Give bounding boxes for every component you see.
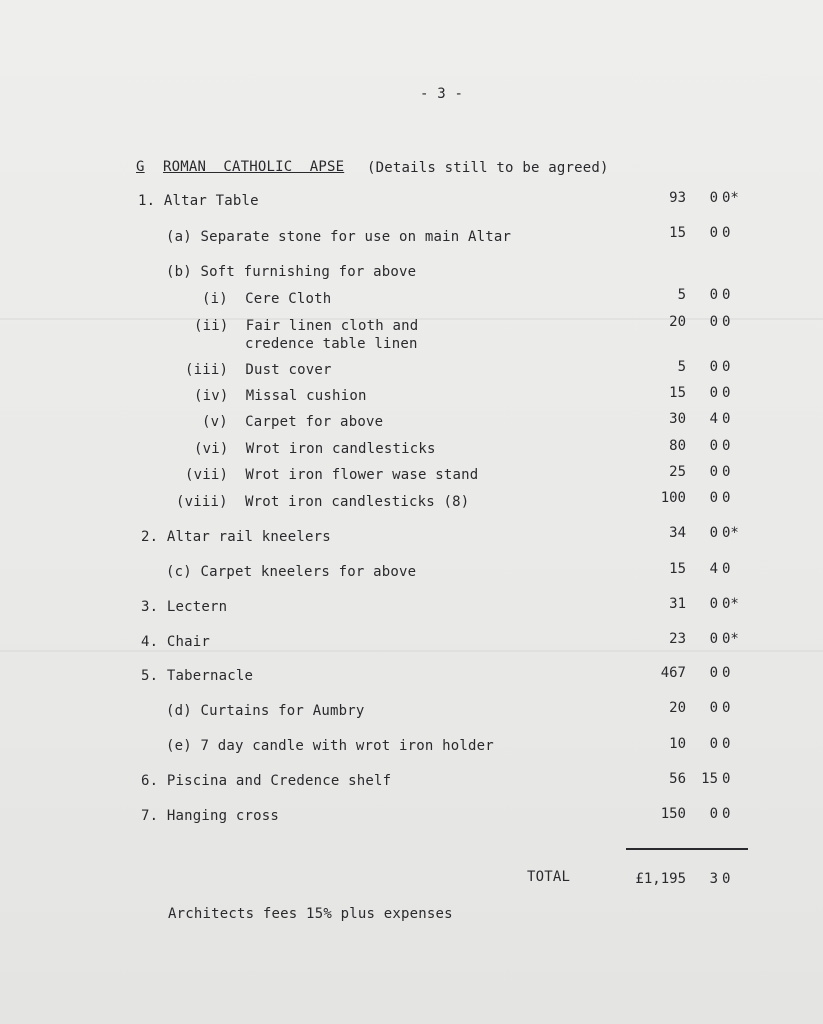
item-pence: 0 xyxy=(722,359,731,375)
item-pence: 0 xyxy=(722,771,731,787)
item-pounds: 467 xyxy=(660,665,686,681)
item-pounds: 31 xyxy=(669,596,686,612)
total-label: TOTAL xyxy=(527,869,571,885)
item-shillings: 0 xyxy=(709,464,718,480)
item-pounds: 100 xyxy=(660,490,686,506)
item-pounds: 23 xyxy=(669,631,686,647)
item-shillings: 0 xyxy=(709,314,718,330)
item-shillings: 0 xyxy=(709,806,718,822)
item-label: (iv) Missal cushion xyxy=(194,388,367,404)
item-pounds: 56 xyxy=(669,771,686,787)
page-number: - 3 - xyxy=(420,86,464,102)
section-note: (Details still to be agreed) xyxy=(367,160,609,176)
item-pounds: 25 xyxy=(669,464,686,480)
item-pence: 0 xyxy=(722,225,731,241)
item-shillings: 0 xyxy=(709,359,718,375)
item-label: (c) Carpet kneelers for above xyxy=(166,564,417,580)
item-pence: 0 xyxy=(722,561,731,577)
item-pounds: 10 xyxy=(669,736,686,752)
item-pence: 0 xyxy=(722,806,731,822)
section-letter: G xyxy=(136,159,145,175)
item-pence: 0 xyxy=(722,385,731,401)
item-shillings: 0 xyxy=(709,438,718,454)
item-label: (v) Carpet for above xyxy=(202,414,384,430)
item-label: (viii) Wrot iron candlesticks (8) xyxy=(176,494,470,510)
item-shillings: 0 xyxy=(709,190,718,206)
item-pounds: 15 xyxy=(669,225,686,241)
item-pounds: 15 xyxy=(669,385,686,401)
section-title: ROMAN CATHOLIC APSE xyxy=(163,159,345,175)
item-pounds: 20 xyxy=(669,314,686,330)
item-shillings: 4 xyxy=(709,411,718,427)
total-pounds: £1,195 xyxy=(635,871,686,887)
item-label: 2. Altar rail kneelers xyxy=(141,529,331,545)
item-pence: 0 xyxy=(722,736,731,752)
item-pounds: 20 xyxy=(669,700,686,716)
item-pence: 0 xyxy=(722,287,731,303)
item-shillings: 0 xyxy=(709,490,718,506)
item-pounds: 34 xyxy=(669,525,686,541)
item-pence: 0* xyxy=(722,596,739,612)
item-label: 7. Hanging cross xyxy=(141,808,280,824)
item-label: 5. Tabernacle xyxy=(141,668,254,684)
item-pounds: 5 xyxy=(677,359,686,375)
item-pence: 0 xyxy=(722,490,731,506)
item-shillings: 0 xyxy=(709,525,718,541)
item-pence: 0 xyxy=(722,411,731,427)
item-label: (ii) Fair linen cloth and xyxy=(194,318,419,334)
item-pounds: 30 xyxy=(669,411,686,427)
item-pounds: 15 xyxy=(669,561,686,577)
item-pence: 0 xyxy=(722,665,731,681)
footer-note: Architects fees 15% plus expenses xyxy=(168,906,453,922)
item-shillings: 15 xyxy=(701,771,718,787)
item-label: (vii) Wrot iron flower wase stand xyxy=(185,467,479,483)
item-label: 1. Altar Table xyxy=(138,193,259,209)
item-shillings: 0 xyxy=(709,287,718,303)
item-pounds: 150 xyxy=(660,806,686,822)
item-label: (i) Cere Cloth xyxy=(202,291,332,307)
item-pounds: 5 xyxy=(677,287,686,303)
item-shillings: 0 xyxy=(709,736,718,752)
item-label: 6. Piscina and Credence shelf xyxy=(141,773,392,789)
item-label: (iii) Dust cover xyxy=(185,362,332,378)
total-shillings: 3 xyxy=(709,871,718,887)
item-shillings: 0 xyxy=(709,596,718,612)
item-label: (vi) Wrot iron candlesticks xyxy=(194,441,436,457)
item-pence: 0* xyxy=(722,631,739,647)
item-shillings: 0 xyxy=(709,225,718,241)
item-label-continued: credence table linen xyxy=(245,336,418,352)
item-pounds: 80 xyxy=(669,438,686,454)
item-label: 3. Lectern xyxy=(141,599,228,615)
item-label: (a) Separate stone for use on main Altar xyxy=(166,229,512,245)
item-label: (b) Soft furnishing for above xyxy=(166,264,417,280)
item-label: (e) 7 day candle with wrot iron holder xyxy=(166,738,494,754)
item-shillings: 0 xyxy=(709,665,718,681)
item-label: (d) Curtains for Aumbry xyxy=(166,703,365,719)
item-pence: 0 xyxy=(722,700,731,716)
item-shillings: 4 xyxy=(709,561,718,577)
paper-fold xyxy=(0,650,823,652)
item-shillings: 0 xyxy=(709,700,718,716)
total-pence: 0 xyxy=(722,871,731,887)
total-rule xyxy=(626,848,748,850)
item-pence: 0* xyxy=(722,525,739,541)
item-pence: 0 xyxy=(722,314,731,330)
item-pence: 0* xyxy=(722,190,739,206)
item-shillings: 0 xyxy=(709,631,718,647)
item-shillings: 0 xyxy=(709,385,718,401)
item-pence: 0 xyxy=(722,438,731,454)
item-pence: 0 xyxy=(722,464,731,480)
item-label: 4. Chair xyxy=(141,634,211,650)
item-pounds: 93 xyxy=(669,190,686,206)
